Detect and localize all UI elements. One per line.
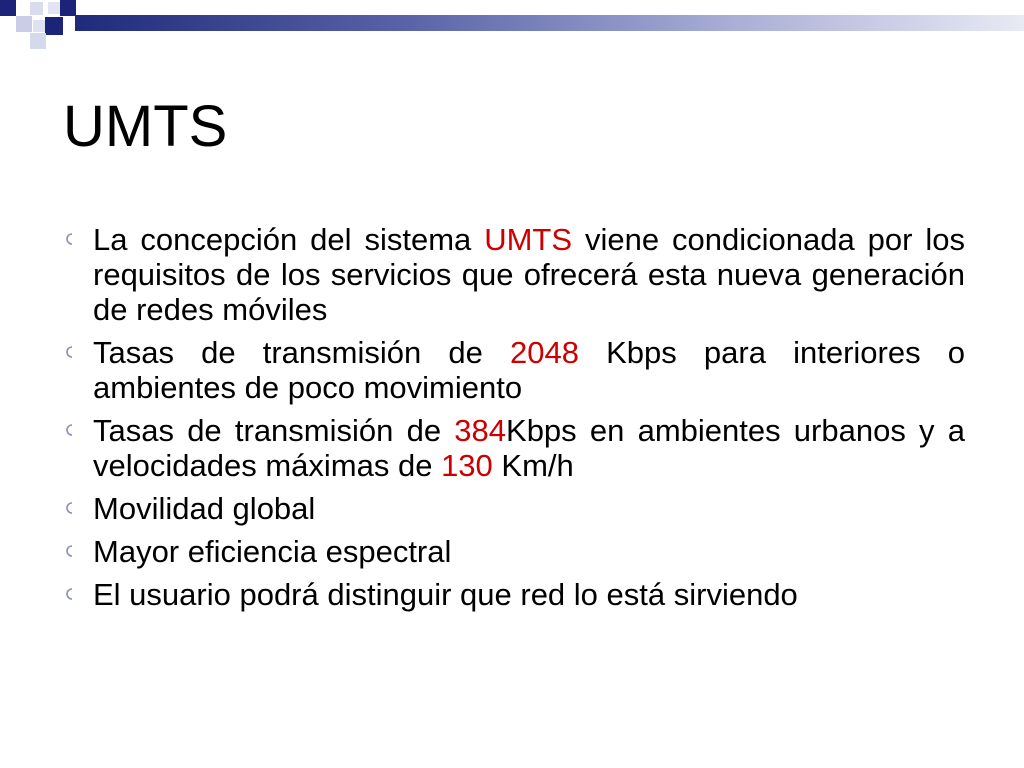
bullet-text: viene condicionada por los requisitos de los servicios que ofrecerá esta nueva generación de redes móviles <box>93 222 965 327</box>
highlight-term: UMTS <box>484 222 573 257</box>
bullet-item <box>63 577 965 612</box>
decorative-square <box>33 20 45 32</box>
bullet-item <box>63 222 965 327</box>
decorative-square <box>48 2 60 14</box>
highlight-number: 130 <box>441 448 493 483</box>
open-circle-bullet-icon <box>65 588 75 600</box>
open-circle-bullet-icon <box>65 502 75 514</box>
slide-title: UMTS <box>63 94 228 159</box>
open-circle-bullet-icon <box>65 545 75 557</box>
bullet-text: El usuario podrá distinguir que red lo está sirviendo <box>93 577 798 612</box>
bullet-text: Kbps para interiores o ambientes de poco movimiento <box>93 335 965 405</box>
bullet-item <box>63 413 965 483</box>
decorative-square <box>30 33 46 49</box>
bullet-text: Km/h <box>492 448 574 483</box>
decorative-square <box>16 16 32 32</box>
bullet-text: Movilidad global <box>93 491 316 526</box>
bullet-item <box>63 335 965 405</box>
highlight-number: 2048 <box>510 335 579 370</box>
decorative-square <box>30 2 43 15</box>
bullet-text: La concepción del sistema <box>93 222 485 257</box>
open-circle-bullet-icon <box>65 424 75 436</box>
highlight-number: 384 <box>454 413 507 448</box>
open-circle-bullet-icon <box>65 233 75 245</box>
bullet-item <box>63 534 965 569</box>
bullet-text: Tasas de transmisión de <box>93 335 511 370</box>
decorative-square <box>45 17 63 35</box>
bullet-text: Kbps en ambientes urbanos y a velocidades máximas de <box>93 413 965 483</box>
decorative-gradient-bar <box>75 15 1024 31</box>
decorative-square <box>0 0 16 16</box>
decorative-square <box>60 0 76 16</box>
bullet-text: Tasas de transmisión de <box>93 413 455 448</box>
open-circle-bullet-icon <box>65 346 75 358</box>
bullet-text: Mayor eficiencia espectral <box>93 534 452 569</box>
bullet-item <box>63 491 965 526</box>
bullet-list <box>63 222 965 620</box>
